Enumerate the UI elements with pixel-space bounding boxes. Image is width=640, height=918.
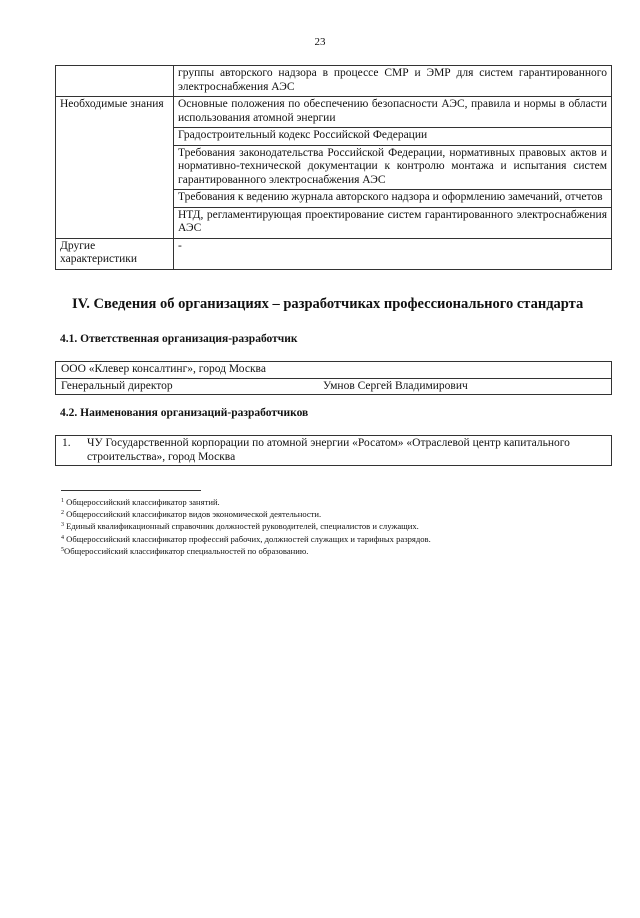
footnote-text: Общероссийский классификатор видов экономической деятельности. — [66, 509, 322, 520]
responsible-heading: 4.1. Ответственная организация-разработчик — [60, 333, 298, 345]
table-row — [56, 436, 612, 466]
table-row — [56, 97, 612, 128]
developers-heading: 4.2. Наименования организаций-разработчиков — [60, 407, 309, 419]
footnote — [61, 508, 431, 520]
footnote — [61, 496, 431, 508]
footnote — [61, 533, 431, 545]
footnote — [61, 545, 431, 557]
table-row — [56, 378, 612, 395]
table-row — [56, 362, 612, 379]
footnote-mark: 1 — [61, 498, 64, 504]
developer-number: 1. — [56, 436, 82, 466]
developers-table — [55, 435, 612, 466]
footnote-text: Общероссийский классификатор профессий рабочих, должностей служащих и тарифных разрядов. — [66, 533, 431, 544]
knowledge-item: Требования законодательства Российской Федерации, нормативных правовых актов и нормативно-технической документации к контролю монтажа и испытания систем гарантированного электроснабжения АЭС — [174, 145, 612, 190]
footnote-divider — [61, 490, 201, 491]
knowledge-item: Градостроительный кодекс Российской Федерации — [174, 128, 612, 146]
other-label: Другие характеристики — [56, 238, 174, 269]
footnote-text: Общероссийский классификатор специальностей по образованию. — [64, 545, 309, 556]
footnote-mark: 5 — [61, 546, 64, 553]
responsible-org-cell: ООО «Клевер консалтинг», город Москва — [56, 362, 612, 379]
page-number: 23 — [314, 36, 326, 48]
knowledge-label: Необходимые знания — [56, 97, 174, 239]
footnote — [61, 520, 431, 532]
section-title: IV. Сведения об организациях – разработчиках профессионального стандарта — [72, 296, 584, 312]
responsible-org-table — [55, 361, 612, 395]
director-position: Генеральный директор — [61, 379, 173, 392]
director-cell — [56, 378, 612, 395]
footnote-text: Общероссийский классификатор занятий. — [66, 497, 220, 507]
knowledge-item: Требования к ведению журнала авторского надзора и оформлению замечаний, отчетов — [174, 190, 612, 208]
footnote-mark: 2 — [61, 510, 64, 517]
requirements-table — [55, 65, 612, 270]
footnote-mark: 4 — [61, 534, 64, 541]
empty-label-cell — [56, 66, 174, 97]
footnote-mark: 3 — [61, 522, 64, 529]
director-name: Умнов Сергей Владимирович — [323, 379, 468, 392]
footnote-text: Единый квалификационный справочник должностей руководителей, специалистов и служащих. — [66, 521, 419, 532]
knowledge-item: НТД, регламентирующая проектирование систем гарантированного электроснабжения АЭС — [174, 207, 612, 238]
footnotes — [61, 496, 431, 557]
continuation-cell: группы авторского надзора в процессе СМР и ЭМР для систем гарантированного электроснабжения АЭС — [174, 66, 612, 97]
other-value: - — [174, 238, 612, 269]
table-row — [56, 238, 612, 269]
table-row — [56, 66, 612, 97]
developer-name: ЧУ Государственной корпорации по атомной энергии «Росатом» «Отраслевой центр капитального строительства», город Москва — [81, 436, 612, 466]
knowledge-item: Основные положения по обеспечению безопасности АЭС, правила и нормы в области использования атомной энергии — [174, 97, 612, 128]
